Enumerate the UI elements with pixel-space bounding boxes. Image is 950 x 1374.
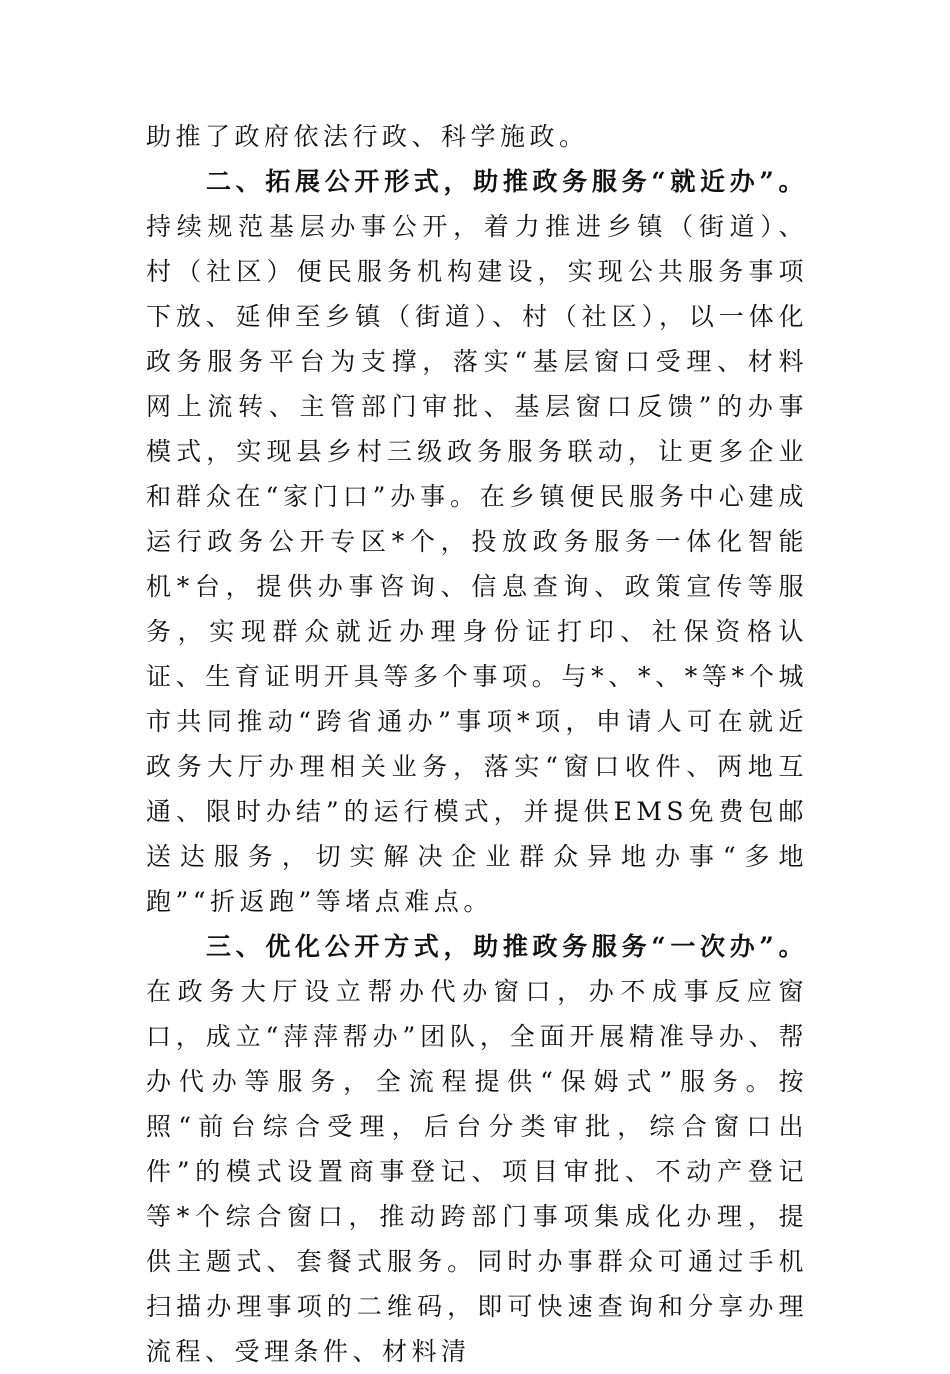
section-heading-three: 三、优化公开方式，助推政务服务“一次办”。 [206, 932, 808, 961]
section-heading-two: 二、拓展公开形式，助推政务服务“就近办”。 [206, 167, 808, 196]
paragraph-text: 助推了政府依法行政、科学施政。 [146, 122, 589, 151]
section-body-three: 在政务大厅设立帮办代办窗口，办不成事反应窗口，成立“萍萍帮办”团队，全面开展精准导办、帮办代办等服务，全流程提供“保姆式”服务。按照“前台综合受理，后台分类审批，综合窗口出件”的模式设置商事登记、项目审批、不动产登记等*个综合窗口，推动跨部门事项集成化办理，提供主题式、套餐式服务。同时办事群众可通过手机扫描办理事项的二维码，即可快速查询和分享办理流程、受理条件、材料清 [146, 977, 808, 1366]
section-body-two: 持续规范基层办事公开，着力推进乡镇（街道）、村（社区）便民服务机构建设，实现公共服务事项下放、延伸至乡镇（街道）、村（社区），以一体化政务服务平台为支撑，落实“基层窗口受理、材料网上流转、主管部门审批、基层窗口反馈”的办事模式，实现县乡村三级政务服务联动，让更多企业和群众在“家门口”办事。在乡镇便民服务中心建成运行政务公开专区*个，投放政务服务一体化智能机*台，提供办事咨询、信息查询、政策宣传等服务，实现群众就近办理身份证打印、社保资格认证、生育证明开具等多个事项。与*、*、*等*个城市共同推动“跨省通办”事项*项，申请人可在就近政务大厅办理相关业务，落实“窗口收件、两地互通、限时办结”的运行模式，并提供EMS免费包邮送达服务，切实解决企业群众异地办事“多地跑”“折返跑”等堵点难点。 [146, 212, 808, 916]
document-page [146, 114, 808, 1374]
paragraph-continuation [146, 114, 808, 159]
paragraph-section-three [146, 924, 808, 1374]
paragraph-section-two [146, 159, 808, 924]
